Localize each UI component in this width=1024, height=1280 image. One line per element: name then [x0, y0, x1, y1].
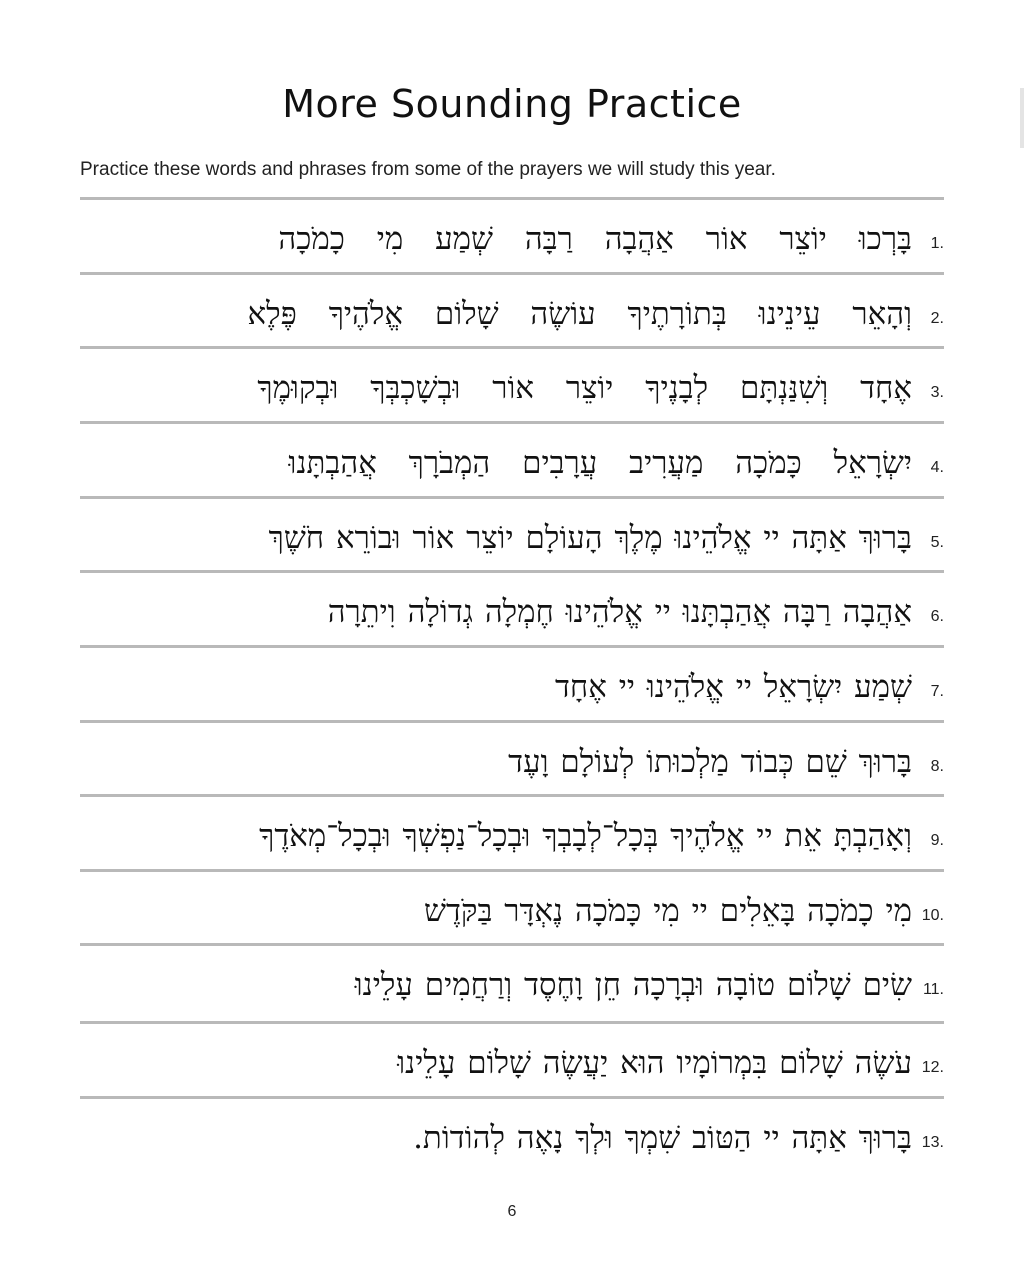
divider-line	[80, 794, 944, 797]
line-number: 6.	[930, 608, 944, 625]
divider-line	[80, 943, 944, 946]
practice-line-8	[80, 726, 944, 798]
divider-line	[80, 421, 944, 424]
practice-line-3	[80, 352, 944, 424]
line-number: 1.	[930, 235, 944, 252]
practice-line-12	[80, 1027, 944, 1099]
line-number: 12.	[921, 1059, 944, 1076]
line-number: 11.	[922, 981, 944, 998]
page-number: 6	[507, 1203, 517, 1220]
divider-line	[80, 346, 944, 349]
line-number: 13.	[921, 1134, 944, 1151]
hebrew-text: שִׂים שָׁלוֹם טוֹבָה וּבְרָכָה חֵן וָחֶסֶד וְרַחֲמִים עָלֵינוּ	[354, 967, 912, 1003]
hebrew-text: בָּרְכוּ יוֹצֵר אוֹר אַהֲבָה רַבָּה שְׁמַע מִי כָמֹכָה	[278, 221, 912, 257]
hebrew-text: בָּרוּךְ אַתָּה יי הַטּוֹב שִׁמְךָ וּלְךָ נָאֶה לְהוֹדוֹת.	[413, 1120, 912, 1156]
divider-line	[80, 1021, 944, 1024]
practice-line-5	[80, 502, 944, 574]
practice-line-13	[80, 1102, 944, 1174]
hebrew-text: שְׁמַע יִשְׂרָאֵל יי אֱלֹהֵינוּ יי אֶחָד	[555, 669, 912, 705]
hebrew-text: בָּרוּךְ אַתָּה יי אֱלֹהֵינוּ מֶלֶךְ הָעוֹלָם יוֹצֵר אוֹר וּבוֹרֵא חֹשֶׁךְ	[268, 520, 912, 556]
hebrew-text: מִי כָמֹכָה בָּאֵלִים יי מִי כָּמֹכָה נֶאְדָּר בַּקֹּדֶשׁ	[424, 893, 912, 929]
page-edge-mark	[1020, 88, 1024, 148]
practice-line-9	[80, 800, 944, 872]
line-number: 5.	[930, 534, 944, 551]
line-number: 2.	[930, 310, 944, 327]
divider-line	[80, 570, 944, 573]
divider-line	[80, 272, 944, 275]
divider-line	[80, 197, 944, 200]
practice-line-11	[80, 949, 944, 1021]
hebrew-text: יִשְׂרָאֵל כָּמֹכָה מַעֲרִיב עֲרָבִים הַמְבֹרָךְ אֲהַבְתָּנוּ	[288, 445, 912, 481]
hebrew-text: אַהֲבָה רַבָּה אֲהַבְתָּנוּ יי אֱלֹהֵינוּ חֶמְלָה גְדוֹלָה וִיתֵרָה	[327, 594, 912, 630]
intro-text: Practice these words and phrases from some of the prayers we will study this year.	[80, 159, 776, 180]
line-number: 10.	[921, 907, 944, 924]
line-number: 9.	[930, 832, 944, 849]
practice-line-2	[80, 278, 944, 350]
line-number: 7.	[930, 683, 944, 700]
hebrew-text: וְאָהַבְתָּ אֵת יי אֱלֹהֶיךָ בְּכָל־לְבָבְךָ וּבְכָל־נַפְשְׁךָ וּבְכָל־מְאֹדֶךָ	[259, 818, 912, 854]
hebrew-text: וְהָאֵר עֵינֵינוּ בְּתוֹרָתֶיךָ עוֹשֶׂה שָׁלוֹם אֱלֹהֶיךָ פֶּלֶא	[247, 296, 912, 332]
divider-line	[80, 496, 944, 499]
practice-line-1	[80, 203, 944, 275]
practice-line-10	[80, 875, 944, 947]
divider-line	[80, 720, 944, 723]
divider-line	[80, 869, 944, 872]
practice-line-6	[80, 576, 944, 648]
divider-line	[80, 1096, 944, 1099]
page-title: More Sounding Practice	[282, 82, 742, 126]
line-number: 4.	[930, 459, 944, 476]
practice-line-7	[80, 651, 944, 723]
line-number: 8.	[930, 758, 944, 775]
divider-line	[80, 645, 944, 648]
practice-line-4	[80, 427, 944, 499]
hebrew-text: אֶחָד וְשִׁנַּנְתָּם לְבָנֶיךָ יוֹצֵר אוֹר וּבְשָׁכְבְּךָ וּבְקוּמֶךָ	[257, 370, 912, 406]
hebrew-text: בָּרוּךְ שֵׁם כְּבוֹד מַלְכוּתוֹ לְעוֹלָם וָעֶד	[508, 744, 912, 780]
line-number: 3.	[930, 384, 944, 401]
hebrew-text: עֹשֶׂה שָׁלוֹם בִּמְרוֹמָיו הוּא יַעֲשֶׂה שָׁלוֹם עָלֵינוּ	[397, 1045, 912, 1081]
